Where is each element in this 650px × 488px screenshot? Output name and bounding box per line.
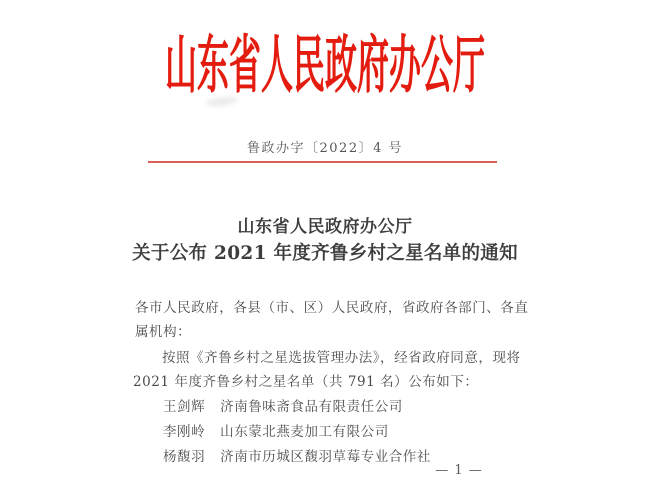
salutation-line1: 各市人民政府，各县（市、区）人民政府，省政府各部门、各直 bbox=[135, 300, 529, 316]
star-entry bbox=[163, 445, 431, 465]
page-number: — 1 — bbox=[435, 463, 483, 478]
notice-title-line1: 山东省人民政府办公厅 bbox=[237, 217, 413, 237]
paragraph-line2: 2021 年度齐鲁乡村之星名单（共 791 名）公布如下： bbox=[133, 374, 479, 390]
entry-name: 杨馥羽 bbox=[163, 449, 206, 465]
red-divider-line bbox=[148, 161, 497, 163]
entry-name: 王剑辉 bbox=[163, 399, 206, 415]
entry-org: 济南市历城区馥羽草莓专业合作社 bbox=[220, 449, 431, 465]
notice-title-line2: 关于公布 2021 年度齐鲁乡村之星名单的通知 bbox=[132, 243, 518, 264]
agency-header-title: 山东省人民政府办公厅 bbox=[164, 27, 485, 103]
masthead bbox=[0, 22, 650, 108]
paragraph-line1: 按照《齐鲁乡村之星选拔管理办法》，经省政府同意，现将 bbox=[162, 350, 521, 366]
doc-number: 鲁政办字〔2022〕4 号 bbox=[247, 141, 403, 156]
star-entry bbox=[163, 420, 389, 440]
star-entry bbox=[163, 395, 403, 415]
entry-org: 山东蒙北燕麦加工有限公司 bbox=[220, 424, 389, 440]
entry-org: 济南鲁味斋食品有限责任公司 bbox=[220, 399, 403, 415]
salutation-line2: 属机构： bbox=[135, 324, 192, 340]
entry-name: 李刚岭 bbox=[163, 424, 206, 440]
